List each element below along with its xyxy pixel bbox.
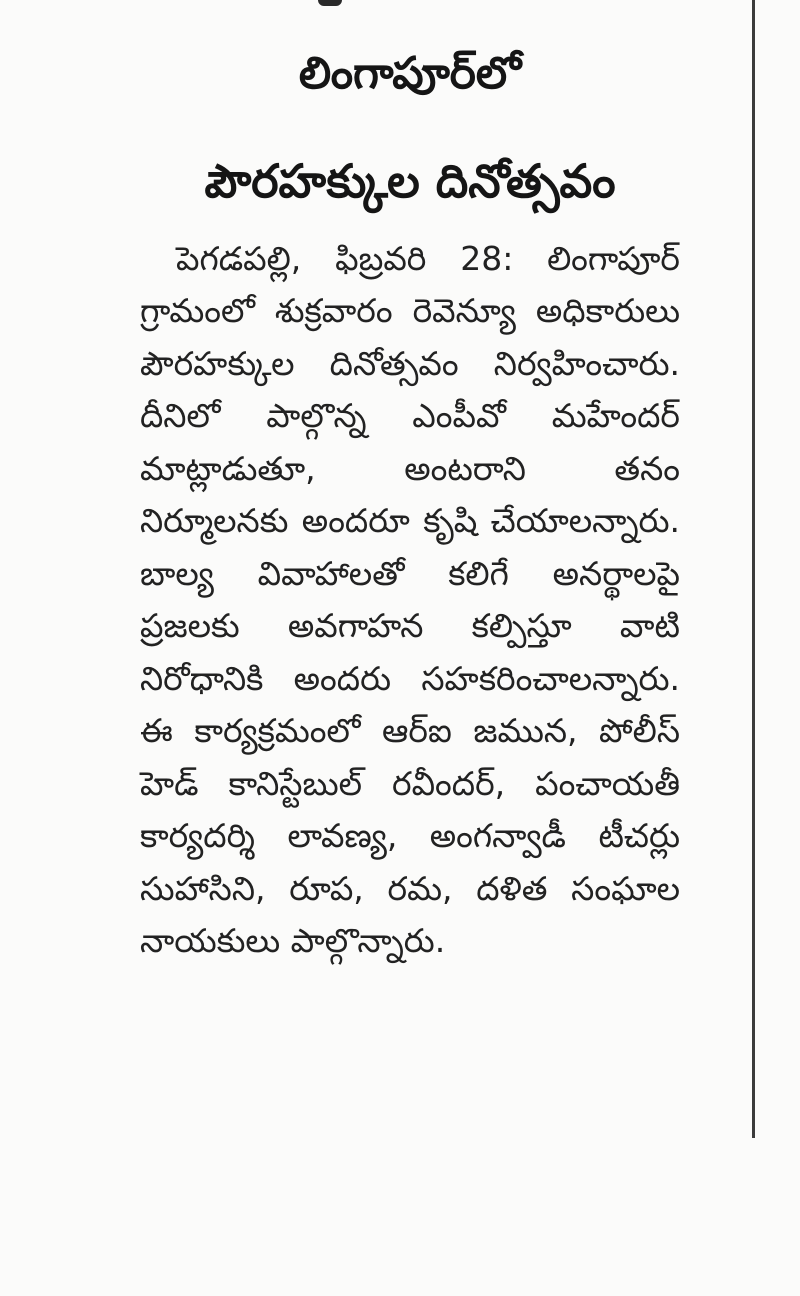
headline-line-1: లింగాపూర్‌లో [298, 48, 522, 99]
clipped-text-fragment [318, 0, 342, 6]
article-body [140, 233, 680, 968]
news-article [140, 40, 680, 1001]
column-divider-line [752, 0, 755, 1138]
headline-line-2: పౌరహక్కుల దినోత్సవం [204, 154, 616, 209]
article-body-text: లింగాపూర్ గ్రామంలో శుక్రవారం రెవెన్యూ అధికారులు పౌరహక్కుల దినోత్సవం నిర్వహించారు. దీనిలో పాల్గొన్న ఎంపీవో మహేందర్ మాట్లాడుతూ, అంటరాని తనం నిర్మూలనకు అందరూ కృషి చేయాలన్నారు. బాల్య వివాహాలతో కలిగే అనర్థాలపై ప్రజలకు అవగాహన కల్పిస్తూ వాటి నిరోధానికి అందరు సహకరించాలన్నారు. ఈ కార్యక్రమంలో ఆర్ఐ జమున, పోలీస్ హెడ్ కానిస్టేబుల్ రవీందర్, పంచాయతీ కార్యదర్శి లావణ్య, అంగన్వాడీ టీచర్లు సుహాసిని, రూప, రమ, దళిత సంఘాల నాయకులు పాల్గొన్నారు. [140, 238, 680, 961]
dateline: పెగడపల్లి, ఫిబ్రవరి 28: [176, 238, 514, 278]
